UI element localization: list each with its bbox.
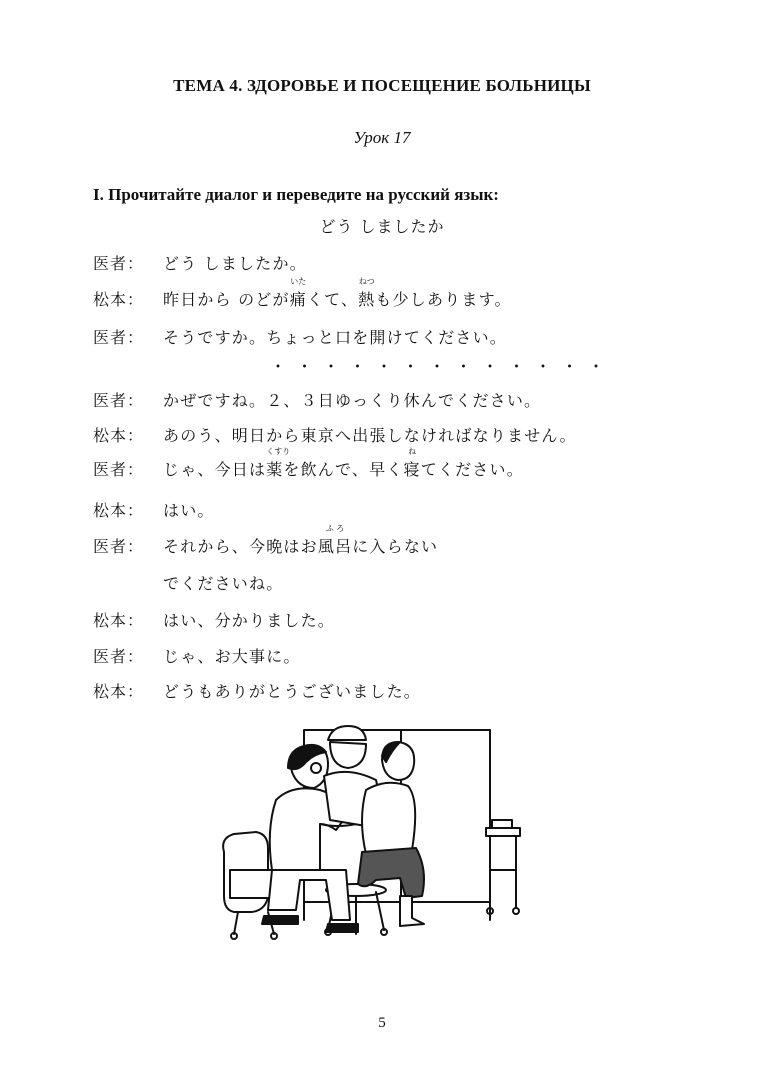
utterance: どう しましたか。 [163, 254, 307, 273]
dialogue-line [93, 571, 283, 594]
utterance-part: じゃ、今日は [163, 460, 267, 479]
kanji: 風呂 [317, 537, 353, 556]
utterance: かぜですね。２、３日ゆっくり休んでください。 [163, 391, 542, 410]
kanji: 寝 [403, 460, 421, 479]
speaker-label: 医者： [93, 391, 145, 410]
utterance: じゃ、お大事に。 [163, 647, 301, 666]
speaker-label: 医者： [93, 460, 145, 479]
utterance-part: を飲んで、早く [283, 460, 404, 479]
doctor-visit-illustration [216, 720, 526, 950]
ruby-word [403, 447, 421, 480]
furigana: いた [290, 277, 307, 286]
topic-title: ТЕМА 4. ЗДОРОВЬЕ И ПОСЕЩЕНИЕ БОЛЬНИЦЫ [173, 76, 591, 95]
speaker-label: 松本： [93, 426, 145, 445]
utterance [163, 447, 524, 479]
dialogue-line [93, 447, 524, 480]
speaker-label: 松本： [93, 501, 145, 520]
dialogue-title: どう しましたか [319, 217, 445, 236]
ellipsis-dots: ・・・・・・・・・・・・・ [270, 357, 615, 376]
utterance: どうもありがとうございました。 [163, 682, 422, 701]
utterance [163, 524, 439, 556]
utterance-part: くて、 [306, 290, 359, 309]
kanji: 痛 [289, 290, 307, 309]
dialogue-line [93, 679, 421, 702]
utterance: でくださいね。 [163, 574, 284, 593]
utterance: はい、分かりました。 [163, 611, 336, 630]
kanji: 熱 [358, 290, 376, 309]
dialogue-line [93, 388, 541, 411]
furigana: ねつ [358, 277, 375, 286]
speaker-label: 医者： [93, 328, 145, 347]
furigana: ふ ろ [325, 524, 345, 533]
dialogue-line [93, 251, 307, 274]
utterance-part: 昨日から のどが [163, 290, 290, 309]
speaker-label: 医者： [93, 254, 145, 273]
kanji: 薬 [266, 460, 284, 479]
speaker-label: 医者： [93, 647, 145, 666]
speaker-label: 医者： [93, 537, 145, 556]
utterance-part: それから、今晩はお [163, 537, 318, 556]
furigana: ね [408, 447, 417, 456]
utterance-part: てください。 [420, 460, 524, 479]
ruby-word [317, 524, 353, 557]
speaker-label: 松本： [93, 611, 145, 630]
dialogue-line [93, 644, 301, 667]
page-number: 5 [378, 1015, 386, 1031]
utterance-part: も少しあります。 [375, 290, 512, 309]
utterance [163, 277, 512, 309]
lesson-number: Урок 17 [353, 128, 411, 147]
speaker-label: 松本： [93, 290, 145, 309]
utterance: あのう、明日から東京へ出張しなければなりません。 [163, 426, 577, 445]
dialogue-line [93, 524, 439, 557]
ruby-word [266, 447, 291, 480]
dialogue-line [93, 423, 577, 446]
dialogue-line [93, 325, 507, 348]
task-instruction: I. Прочитайте диалог и переведите на русский язык: [93, 185, 499, 204]
side-table [486, 820, 520, 914]
utterance: そうですか。ちょっと口を開けてください。 [163, 328, 508, 347]
speaker-label: 松本： [93, 682, 145, 701]
ruby-word [289, 277, 307, 310]
ruby-word [358, 277, 376, 310]
utterance: はい。 [163, 501, 215, 520]
dialogue-line [93, 608, 335, 631]
utterance-part: に入らない [352, 537, 439, 556]
dialogue-line [93, 498, 215, 521]
dialogue-line [93, 277, 512, 310]
furigana: くすり [266, 447, 291, 456]
